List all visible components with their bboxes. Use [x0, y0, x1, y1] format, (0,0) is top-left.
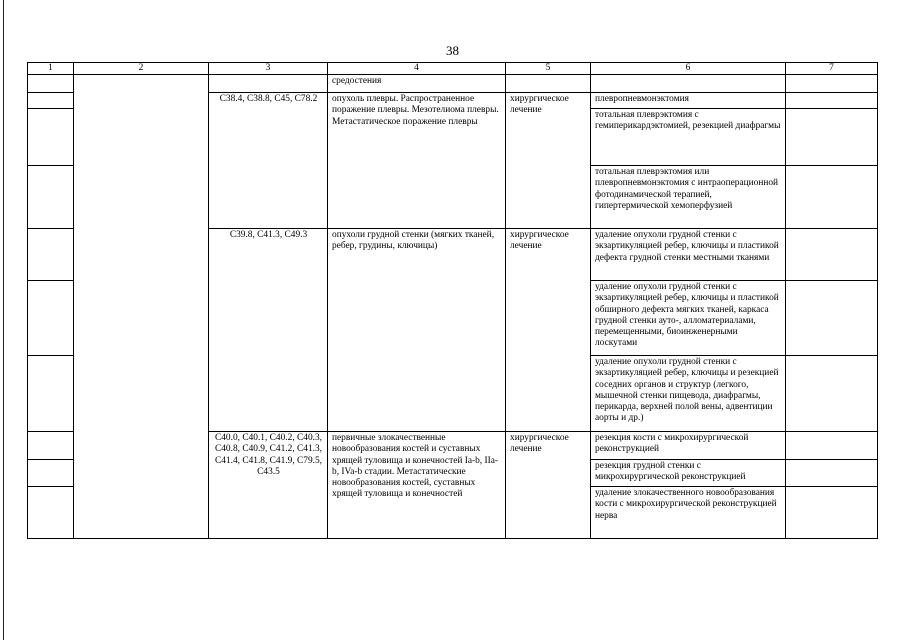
diagnosis-cell: опухоли грудной стенки (мягких тканей, ребер, грудины, ключицы)	[328, 229, 506, 432]
col1-cell	[28, 109, 74, 166]
diagnosis-cell: средостения	[328, 75, 506, 93]
header-cell: 4	[328, 63, 506, 75]
col1-cell	[28, 166, 74, 229]
method-cell: удаление опухоли грудной стенки с экзартикуляцией ребер, ключицы и пластикой обширного дефекта мягких тканей, каркаса грудной стенки ауто-, алломатериалами, перемещенными, биоинженерными лоскутами	[591, 281, 786, 356]
col7-cell	[786, 229, 878, 281]
method-cell: удаление злокачественного новообразования кости с микрохирургической реконструкцией нерва	[591, 487, 786, 539]
col1-cell	[28, 432, 74, 460]
col7-cell	[786, 166, 878, 229]
method-cell: тотальная плеврэктомия или плевропневмонэктомия с интраоперационной фотодинамической терапией, гипертермической хемоперфузией	[591, 166, 786, 229]
header-cell: 5	[506, 63, 591, 75]
col1-cell	[28, 356, 74, 432]
medical-procedures-table	[27, 62, 878, 539]
col7-cell	[786, 93, 878, 109]
table-row	[28, 75, 878, 93]
treatment-cell: хирургическое лечение	[506, 93, 591, 229]
method-cell: резекция грудной стенки с микрохирургической реконструкцией	[591, 460, 786, 487]
col7-cell	[786, 460, 878, 487]
col1-cell	[28, 75, 74, 93]
codes-cell: C38.4, C38.8, C45, C78.2	[209, 93, 328, 229]
col2-merged-cell	[74, 75, 209, 539]
codes-cell	[209, 75, 328, 93]
header-cell: 1	[28, 63, 74, 75]
page-number: 38	[446, 43, 459, 58]
codes-cell: C39.8, C41.3, C49.3	[209, 229, 328, 432]
col1-cell	[28, 487, 74, 539]
treatment-cell: хирургическое лечение	[506, 432, 591, 539]
diagnosis-cell: первичные злокачественные новообразования костей и суставных хрящей туловища и конечностей Ia-b, IIa-b, IVa-b стадии. Метастатические новообразования костей, суставных хрящей туловища и конечностей	[328, 432, 506, 539]
method-cell: плевропневмонэктомия	[591, 93, 786, 109]
col1-cell	[28, 93, 74, 109]
diagnosis-cell: опухоль плевры. Распространенное поражение плевры. Мезотелиома плевры. Метастатическое поражение плевры	[328, 93, 506, 229]
col7-cell	[786, 281, 878, 356]
treatment-cell	[506, 75, 591, 93]
header-cell: 7	[786, 63, 878, 75]
header-cell: 2	[74, 63, 209, 75]
col7-cell	[786, 109, 878, 166]
header-cell: 6	[591, 63, 786, 75]
col7-cell	[786, 432, 878, 460]
col1-cell	[28, 281, 74, 356]
col7-cell	[786, 487, 878, 539]
col7-cell	[786, 356, 878, 432]
col1-cell	[28, 229, 74, 281]
col1-cell	[28, 460, 74, 487]
method-cell	[591, 75, 786, 93]
header-cell: 3	[209, 63, 328, 75]
method-cell: резекция кости с микрохирургической реконструкцией	[591, 432, 786, 460]
page-left-border	[3, 0, 4, 640]
method-cell: удаление опухоли грудной стенки с экзартикуляцией ребер, ключицы и резекцией соседних органов и структур (легкого, мышечной стенки пищевода, диафрагмы, перикарда, верхней полой вены, адвентиции аорты и др.)	[591, 356, 786, 432]
treatment-cell: хирургическое лечение	[506, 229, 591, 432]
method-cell: тотальная плеврэктомия с гемиперикардэктомией, резекцией диафрагмы	[591, 109, 786, 166]
codes-cell: C40.0, C40.1, C40.2, C40.3, C40.8, C40.9, C41.2, C41.3, C41.4, C41.8, C41.9, C79.5, C43.5	[209, 432, 328, 539]
method-cell: удаление опухоли грудной стенки с экзартикуляцией ребер, ключицы и пластикой дефекта грудной стенки местными тканями	[591, 229, 786, 281]
header-row	[28, 63, 878, 75]
col7-cell	[786, 75, 878, 93]
